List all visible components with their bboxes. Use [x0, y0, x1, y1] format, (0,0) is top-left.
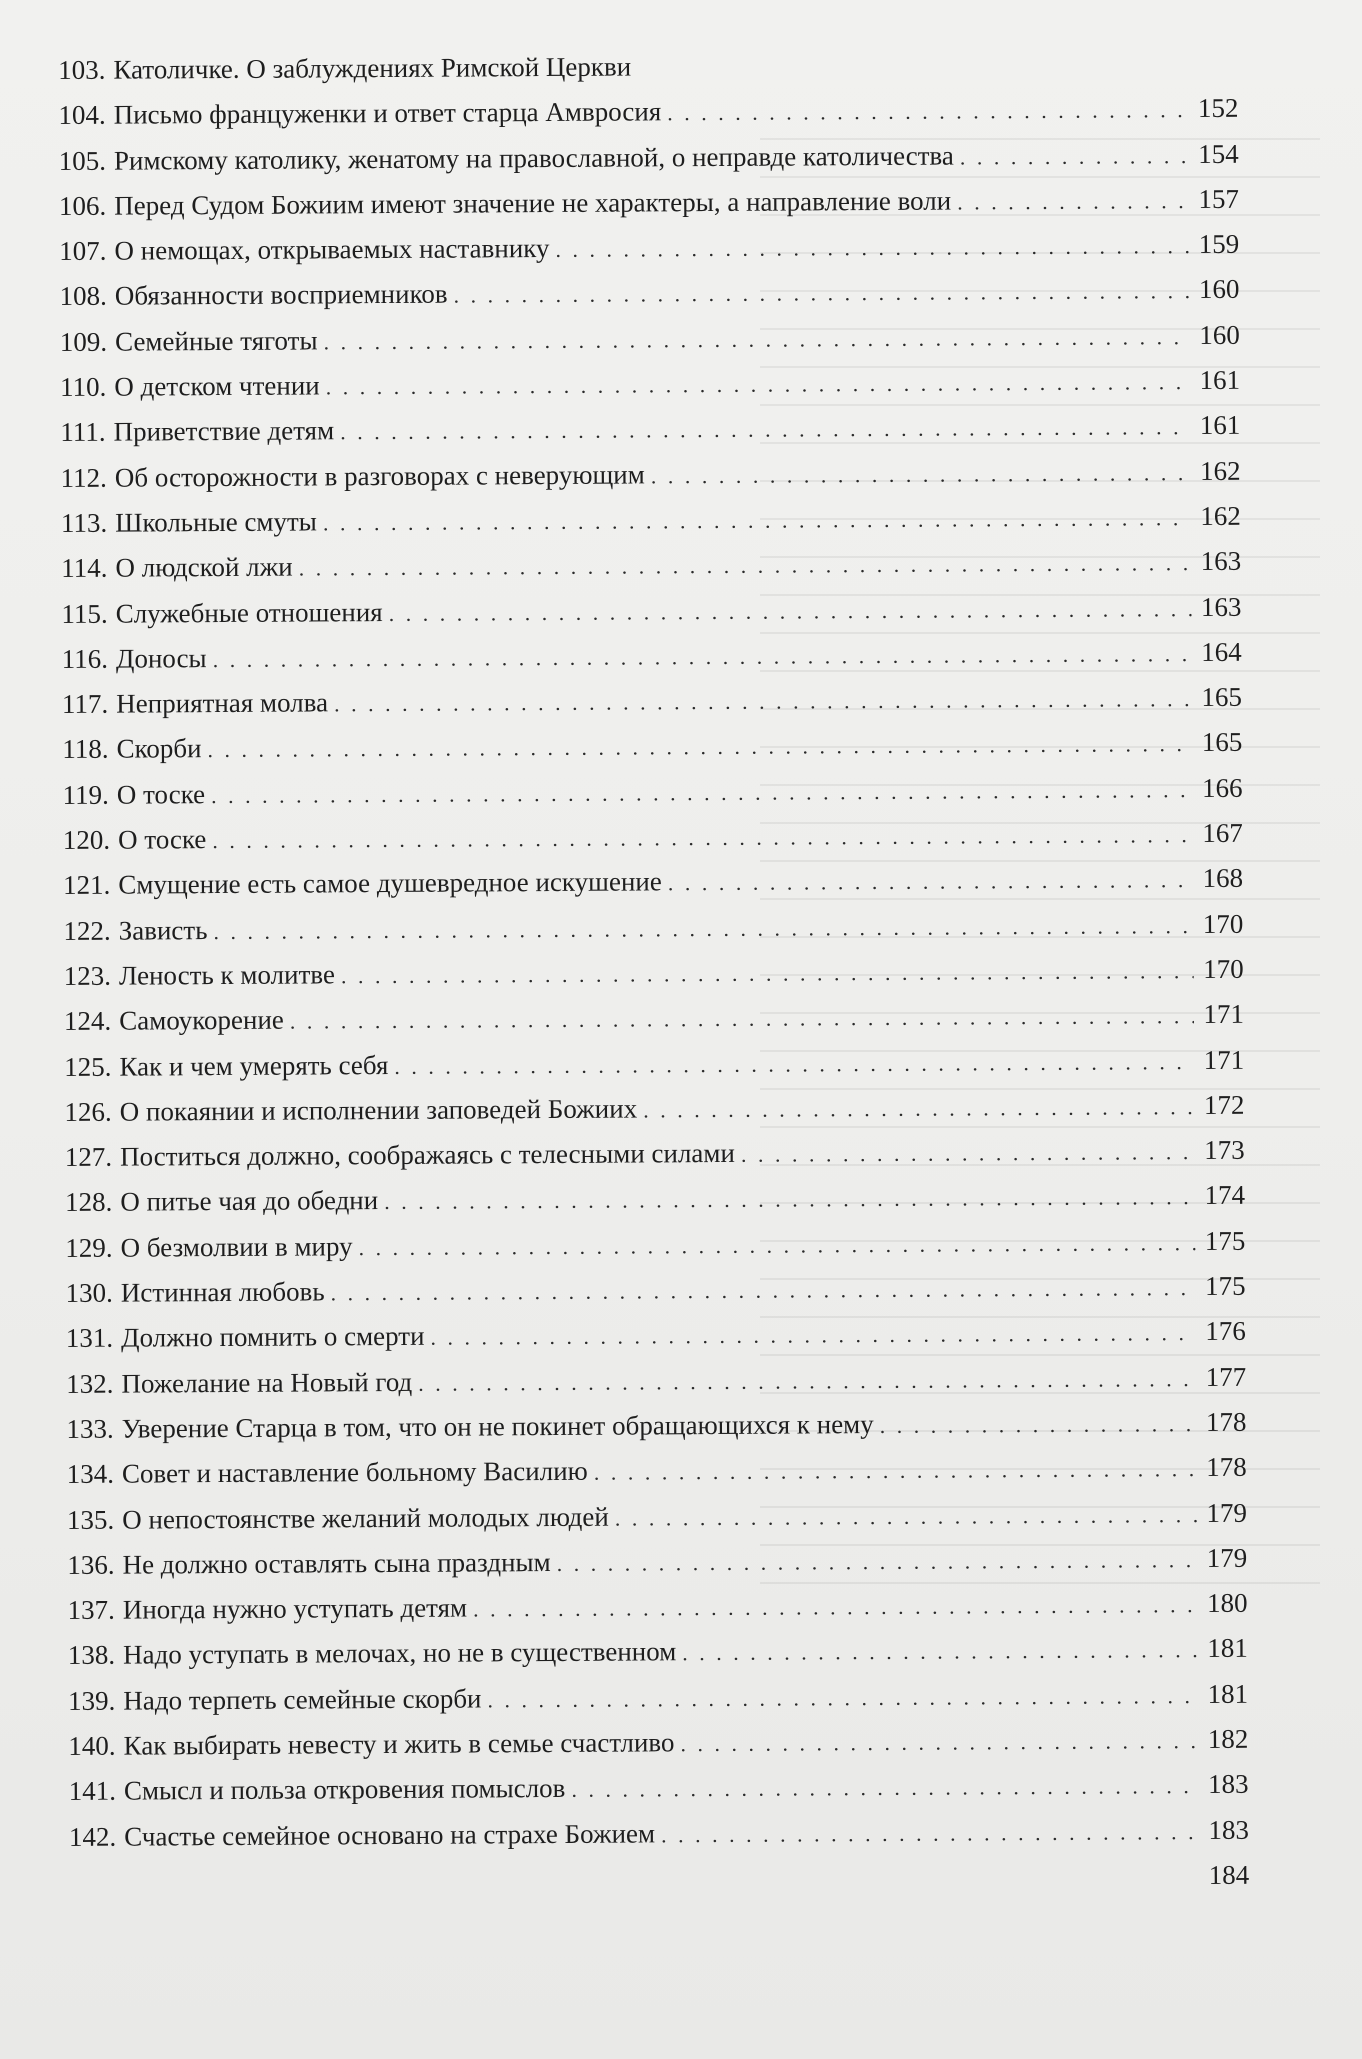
toc-entry [59, 267, 1239, 320]
toc-entry-title: О покаянии и исполнении заповедей Божиих [119, 1093, 638, 1127]
toc-entry-number: 115. [61, 598, 108, 629]
toc-entry-title: Служебные отношения [115, 596, 383, 629]
toc-entry-title: Школьные смуты [115, 506, 317, 538]
toc-entry-title: Совет и наставление больному Василию [121, 1455, 588, 1489]
dot-leader [615, 1492, 1197, 1541]
toc-entry-title: Римскому католику, женатому на православной, о неправде католичества [113, 140, 954, 176]
toc-entry-page: 183 [1208, 1769, 1249, 1800]
toc-entry [60, 403, 1240, 456]
dot-leader [661, 1809, 1199, 1857]
toc-entry [69, 1807, 1249, 1860]
toc-entry-title: Иногда нужно уступать детям [122, 1592, 468, 1625]
toc-entry-page: 159 [1198, 228, 1240, 260]
toc-entry [65, 1128, 1245, 1181]
toc-entry-page: 171 [1203, 1044, 1245, 1075]
toc-entry-page: 165 [1201, 681, 1243, 713]
dot-leader [213, 903, 1193, 954]
toc-entry [64, 947, 1244, 1000]
toc-entry-page: 154 [1198, 138, 1239, 169]
toc-entry-number: 138. [67, 1640, 116, 1671]
toc-entry [67, 1581, 1247, 1634]
dot-leader [207, 722, 1192, 773]
toc-entry-title: Пожелание на Новый год [121, 1366, 413, 1399]
toc-entry-page: 181 [1207, 1633, 1248, 1664]
toc-entry-title: Доносы [115, 642, 207, 674]
toc-entry-number: 103. [58, 54, 106, 85]
dot-leader [358, 1220, 1195, 1270]
toc-entry-page: 177 [1205, 1361, 1247, 1392]
dot-leader [667, 87, 1188, 135]
toc-entry-title: Должно помнить о смерти [121, 1321, 425, 1353]
dot-leader [487, 1673, 1198, 1722]
toc-entry [69, 1762, 1249, 1815]
toc-entry-title: О немощах, открываемых наставнику [114, 233, 550, 266]
toc-entry-title: О безмолвии в миру [120, 1230, 353, 1263]
toc-entry-page: 175 [1204, 1270, 1246, 1302]
toc-entry [60, 313, 1240, 366]
toc-entry-number: 139. [68, 1685, 116, 1716]
toc-entry-number: 120. [62, 824, 111, 856]
toc-entry-page: 176 [1205, 1316, 1246, 1347]
dot-leader [330, 1265, 1195, 1315]
toc-entry-title: Об осторожности в разговорах с неверующим [114, 459, 645, 493]
dot-leader [384, 1174, 1195, 1224]
toc-entry-page: 174 [1204, 1180, 1246, 1211]
toc-entry-title: О тоске [116, 778, 206, 810]
dot-leader [571, 1763, 1199, 1812]
toc-entry-page: 183 [1208, 1814, 1249, 1845]
toc-entry-number: 142. [68, 1821, 117, 1852]
toc-entry [59, 131, 1239, 184]
toc-entry-title: Католичке. О заблуждениях Римской Церкви [113, 51, 632, 85]
toc-entry-number: 126. [64, 1096, 112, 1127]
dot-leader [557, 1537, 1198, 1586]
toc-entry-number: 112. [60, 462, 107, 493]
toc-entry-page: 179 [1206, 1497, 1248, 1528]
toc-entry-number: 110. [59, 371, 107, 403]
dot-leader [430, 1310, 1196, 1360]
toc-entry [67, 1490, 1247, 1543]
toc-entry [68, 1717, 1248, 1770]
toc-entry-title: Зависть [118, 914, 208, 946]
toc-entry-page: 179 [1206, 1542, 1248, 1573]
toc-entry-number: 107. [59, 235, 107, 267]
toc-entry [60, 358, 1240, 411]
toc-entry-title: Как выбирать невесту и жить в семье счастливо [123, 1727, 675, 1761]
dot-leader [334, 676, 1192, 726]
toc-entry-number: 140. [68, 1730, 116, 1761]
toc-entry-page: 173 [1204, 1134, 1245, 1166]
toc-entry-page: 170 [1202, 908, 1244, 939]
toc-entry-title: Не должно оставлять сына праздным [122, 1546, 551, 1580]
dot-leader [880, 1401, 1197, 1448]
toc-entry-title: Надо уступать в мелочах, но не в существенном [122, 1636, 677, 1671]
toc-entry [64, 1083, 1244, 1136]
toc-entry-page: 166 [1201, 772, 1243, 803]
toc-entry [58, 86, 1238, 139]
toc-entry-page: 162 [1200, 455, 1241, 486]
toc-entry-page: 164 [1201, 636, 1242, 667]
dot-leader [418, 1356, 1196, 1406]
toc-entry [62, 675, 1242, 728]
toc-entry-page: 180 [1206, 1587, 1248, 1619]
dot-leader [741, 1129, 1195, 1177]
toc-entry-number: 141. [68, 1775, 116, 1807]
toc-entry [66, 1309, 1246, 1362]
toc-entry [58, 41, 1238, 94]
toc-entry [61, 494, 1241, 547]
toc-entry [63, 901, 1243, 954]
toc-entry-number: 137. [67, 1594, 115, 1626]
toc-entry-number: 119. [62, 779, 109, 810]
toc-entry [68, 1626, 1248, 1679]
toc-entry-number: 113. [60, 507, 108, 538]
toc-entry-number: 118. [62, 734, 109, 765]
toc-entry-number: 111. [60, 417, 106, 448]
toc-entry [68, 1671, 1248, 1724]
dot-leader [594, 1446, 1197, 1495]
dot-leader [555, 223, 1189, 272]
toc-entry-title: Леность к молитве [118, 959, 335, 991]
table-of-contents [58, 41, 1249, 1905]
toc-entry-page: 163 [1200, 591, 1242, 622]
toc-entry-page: 181 [1207, 1678, 1249, 1709]
toc-entry-number: 105. [58, 145, 107, 176]
toc-entry [60, 448, 1240, 501]
toc-entry-title: Смущение есть самое душевредное искушение [118, 866, 662, 900]
toc-entry-title: О детском чтении [114, 370, 320, 402]
toc-entry-number: 128. [64, 1187, 113, 1218]
toc-entry-number: 117. [61, 688, 109, 720]
toc-entry [65, 1173, 1245, 1226]
toc-entry-title: О непостоянстве желаний молодых людей [122, 1501, 609, 1535]
toc-entry-number: 131. [65, 1323, 114, 1354]
toc-entry-page: 160 [1199, 319, 1240, 350]
toc-entry-number: 122. [63, 915, 111, 946]
toc-entry-number: 121. [63, 870, 111, 901]
dot-leader [323, 314, 1189, 364]
dot-leader [960, 133, 1189, 179]
toc-entry [65, 1264, 1245, 1317]
dot-leader [680, 1718, 1198, 1766]
toc-entry-number: 133. [66, 1413, 114, 1444]
toc-entry-page: 172 [1203, 1089, 1245, 1120]
toc-entry-number: 114. [61, 552, 108, 584]
dot-leader [637, 72, 1188, 75]
toc-entry-number: 129. [65, 1232, 113, 1263]
toc-entry-title: Семейные тяготы [114, 325, 318, 357]
dot-leader [340, 404, 1190, 454]
dot-leader [682, 1627, 1198, 1675]
toc-entry-page: 157 [1198, 183, 1240, 214]
toc-entry-page: 171 [1203, 999, 1245, 1030]
toc-entry [66, 1354, 1246, 1407]
toc-entry-title: Поститься должно, соображаясь с телесными силами [119, 1138, 735, 1172]
toc-entry-number: 127. [64, 1141, 113, 1173]
dot-leader [341, 948, 1194, 998]
toc-entry-number: 130. [65, 1277, 113, 1308]
toc-entry-page: 163 [1200, 546, 1242, 577]
toc-entry-number: 123. [63, 960, 112, 991]
toc-entry-title: О питье чая до обедни [120, 1185, 379, 1218]
toc-entry [67, 1536, 1247, 1589]
dot-leader [668, 857, 1194, 905]
dot-leader [394, 1039, 1194, 1089]
toc-entry-title: Надо терпеть семейные скорби [123, 1683, 482, 1716]
toc-entry-page: 152 [1197, 93, 1239, 124]
dot-leader [453, 269, 1189, 318]
dot-leader [957, 178, 1189, 224]
toc-entry [64, 1037, 1244, 1090]
toc-entry [59, 177, 1239, 230]
toc-entry-number: 109. [59, 326, 108, 357]
toc-entry-title: Обязанности восприемников [114, 279, 448, 312]
toc-entry-number: 108. [59, 281, 107, 312]
toc-entry-number: 134. [66, 1458, 115, 1490]
toc-entry-page: 175 [1204, 1225, 1246, 1256]
toc-entry-page: 167 [1202, 817, 1243, 849]
toc-entry-number: 135. [66, 1504, 115, 1535]
toc-entry [65, 1218, 1245, 1271]
toc-entry-page: 161 [1199, 410, 1241, 441]
toc-entry [61, 584, 1241, 637]
dot-leader [473, 1582, 1198, 1631]
toc-entry-page: 178 [1206, 1451, 1247, 1483]
toc-entry-title: Скорби [116, 733, 202, 765]
dot-leader [651, 450, 1191, 498]
toc-entry-page: 161 [1199, 364, 1241, 396]
dot-leader [83, 1884, 1199, 1891]
toc-entry-title: Как и чем умерять себя [119, 1049, 389, 1082]
toc-entry-page: 162 [1200, 500, 1241, 531]
dot-leader [326, 359, 1191, 409]
toc-entry-number: 132. [66, 1368, 114, 1399]
dot-leader [643, 1084, 1195, 1132]
dot-leader [323, 495, 1191, 545]
dot-leader [389, 586, 1192, 636]
toc-entry-title: О тоске [117, 824, 207, 855]
toc-entry-page: 184 [1208, 1859, 1250, 1890]
toc-entry-number: 116. [61, 643, 109, 674]
toc-entry-title: Счастье семейное основано на страхе Божием [124, 1817, 656, 1852]
toc-entry-number: 124. [63, 1005, 112, 1037]
toc-entry [61, 539, 1241, 592]
dot-leader [211, 767, 1193, 818]
toc-entry [59, 222, 1239, 275]
toc-entry-page: 160 [1198, 274, 1240, 305]
toc-entry-number: 104. [58, 100, 106, 131]
dot-leader [213, 631, 1192, 682]
toc-entry-number: 125. [64, 1051, 112, 1082]
toc-entry-title: Приветствие детям [113, 415, 335, 448]
toc-entry-title: Самоукорение [119, 1004, 284, 1036]
toc-entry-page: 170 [1203, 953, 1244, 984]
toc-entry-title: Неприятная молва [116, 687, 329, 719]
toc-entry-title: О людской лжи [115, 551, 293, 583]
toc-entry-number: 106. [58, 190, 107, 221]
toc-entry-title: Перед Судом Божиим имеют значение не характеры, а направление воли [114, 185, 952, 221]
toc-entry-title: Смысл и польза откровения помыслов [123, 1773, 566, 1806]
toc-entry [63, 856, 1243, 909]
toc-entry-page: 182 [1207, 1723, 1249, 1754]
toc-entry [62, 630, 1242, 683]
dot-leader [290, 993, 1194, 1044]
toc-entry-page: 168 [1202, 863, 1244, 894]
toc-entry [62, 720, 1242, 773]
toc-entry [69, 1853, 1249, 1906]
dot-leader [299, 540, 1192, 590]
toc-entry-title: Истинная любовь [120, 1276, 325, 1308]
toc-entry [63, 811, 1243, 864]
dot-leader [212, 812, 1193, 863]
toc-entry-page: 165 [1201, 727, 1243, 758]
toc-entry [67, 1445, 1247, 1498]
toc-entry [62, 766, 1242, 819]
toc-entry [64, 992, 1244, 1045]
toc-entry-page: 178 [1205, 1406, 1247, 1437]
toc-entry-number: 136. [67, 1549, 115, 1580]
toc-entry-title: Уверение Старца в том, что он не покинет обращающихся к нему [121, 1408, 874, 1444]
toc-entry-title: Письмо француженки и ответ старца Амвросия [113, 96, 662, 130]
toc-entry [66, 1400, 1246, 1453]
